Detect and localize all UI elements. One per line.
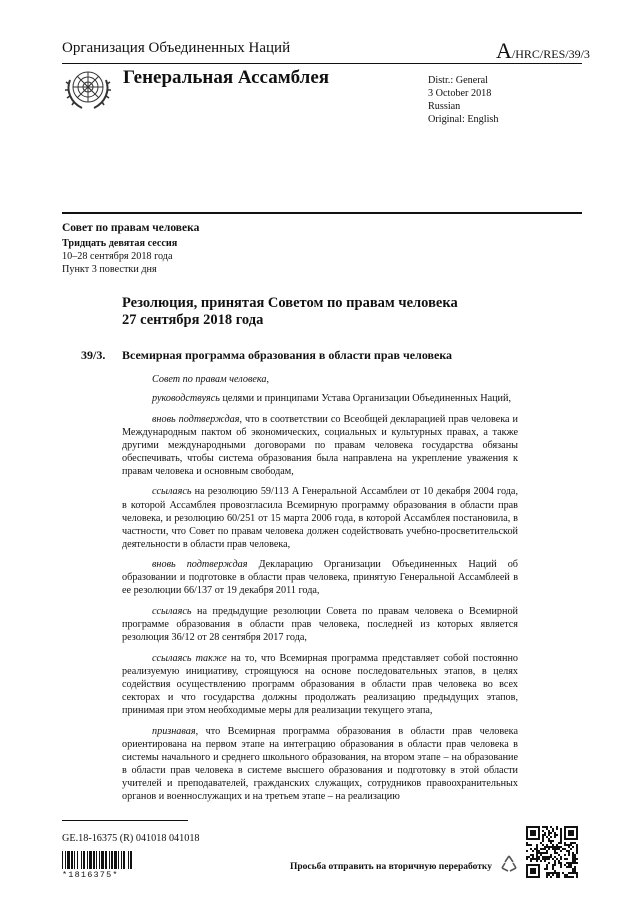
resolution-title-line1: Резолюция, принятая Советом по правам человека: [122, 295, 458, 311]
paragraph-text: , что Всемирная программа образования в области прав человека ориентирована на первом этапе на интеграцию образования в области прав человека в системы начального и среднего школьного образования, на втором этапе – на образование в области прав человека в системе высшего образования и подготовку в этой области учителей и преподавателей, гражданских служащих, сотрудников правоохранительных органов и военнослужащих и на третьем этапе – на реализацию: [122, 725, 518, 802]
document-symbol-rest: /HRC/RES/39/3: [511, 47, 590, 61]
paragraph-text: на то, что Всемирная программа представляет собой постоянно реализуемую инициативу, строящуюся на основе последовательных этапов, в целях содействия осуществлению программ образования в области прав человека во всех секторах и что государства должны продолжать реализацию предыдущих этапов, принимая при этом необходимые меры для реализации текущего этапа,: [122, 652, 518, 717]
section-divider: [62, 212, 582, 214]
paragraph-lead: руководствуясь: [152, 393, 220, 405]
paragraph: [122, 413, 518, 478]
session-dates: 10–28 сентября 2018 года: [62, 251, 173, 262]
distr-line: Distr.: General: [428, 75, 488, 86]
recycle-icon: [498, 853, 520, 875]
paragraph: [122, 605, 518, 644]
paragraph-lead: Совет по правам человека: [152, 374, 267, 385]
paragraph-text: целями и принципами Устава Организации Объединенных Наций,: [219, 393, 512, 405]
resolution-heading: Всемирная программа образования в области прав человека: [122, 348, 453, 362]
council-name: Совет по правам человека: [62, 222, 200, 234]
distr-original: Original: English: [428, 114, 499, 125]
un-emblem-icon: [64, 66, 112, 112]
paragraph-lead: ссылаясь: [152, 486, 192, 498]
recycle-note: Просьба отправить на вторичную переработку: [290, 862, 492, 872]
paragraph: [122, 392, 518, 405]
document-symbol-prefix: A: [496, 38, 512, 63]
barcode-digits: *1816375*: [62, 870, 119, 880]
assembly-name: Генеральная Ассамблея: [123, 67, 330, 88]
paragraph-lead: вновь подтверждая: [152, 413, 240, 425]
distr-date: 3 October 2018: [428, 88, 492, 99]
resolution-title: [122, 295, 542, 329]
resolution-title-line2: 27 сентября 2018 года: [122, 312, 264, 328]
paragraph-text: ,: [266, 374, 270, 385]
paragraph-text: Декларацию Организации Объединенных Наций об образовании и подготовке в области прав человека, принятую Генеральной Ассамблеей в ее резолюции 66/137 от 19 декабря 2011 года,: [122, 559, 518, 597]
footer-rule: [62, 820, 188, 821]
organization-name: Организация Объединенных Наций: [62, 40, 291, 56]
paragraph: [122, 485, 518, 550]
agenda-item: Пункт 3 повестки дня: [62, 264, 157, 275]
qr-code-icon: [526, 826, 578, 878]
barcode-icon: [62, 851, 154, 869]
paragraph-text: , что в соответствии со Всеобщей декларацией прав человека и Международным пактом об экономических, социальных и культурных правах, а также другими международными договорами по правам человека государства обязаны обеспечивать, чтобы система образования была направлена на укрепление уважения к правам человека и основным свободам,: [122, 413, 519, 477]
resolution-body: [122, 373, 518, 810]
paragraph-lead: ссылаясь также: [152, 652, 227, 664]
paragraph-lead: вновь подтверждая: [152, 559, 248, 571]
paragraph-lead: признавая: [152, 725, 196, 737]
paragraph: [122, 725, 518, 804]
paragraph: [122, 558, 518, 597]
paragraph: [122, 373, 518, 386]
document-code: GE.18-16375 (R) 041018 041018: [62, 833, 200, 844]
paragraph-text: на предыдущие резолюции Совета по правам человека о Всемирной программе образования в области прав человека, последней из которых является резолюция 36/12 от 28 сентября 2017 года,: [122, 605, 518, 644]
distribution-info: [428, 74, 498, 126]
paragraph-lead: ссылаясь: [152, 605, 192, 617]
distr-language: Russian: [428, 101, 461, 112]
paragraph: [122, 652, 518, 717]
document-symbol: [496, 38, 590, 64]
session-name: Тридцать девятая сессия: [62, 238, 178, 249]
paragraph-text: на резолюцию 59/113 A Генеральной Ассамблеи от 10 декабря 2004 года, в которой Ассамблея провозгласила Всемирную программу образования в области прав человека, и резолюцию 60/251 от 15 марта 2006 года, в которой Ассамблея постановила, в частности, что Совет по правам человека должен содействовать учебно-просветительской деятельности в области прав человека,: [122, 486, 518, 550]
resolution-number: 39/3.: [81, 348, 106, 362]
header-rule: [62, 63, 582, 64]
